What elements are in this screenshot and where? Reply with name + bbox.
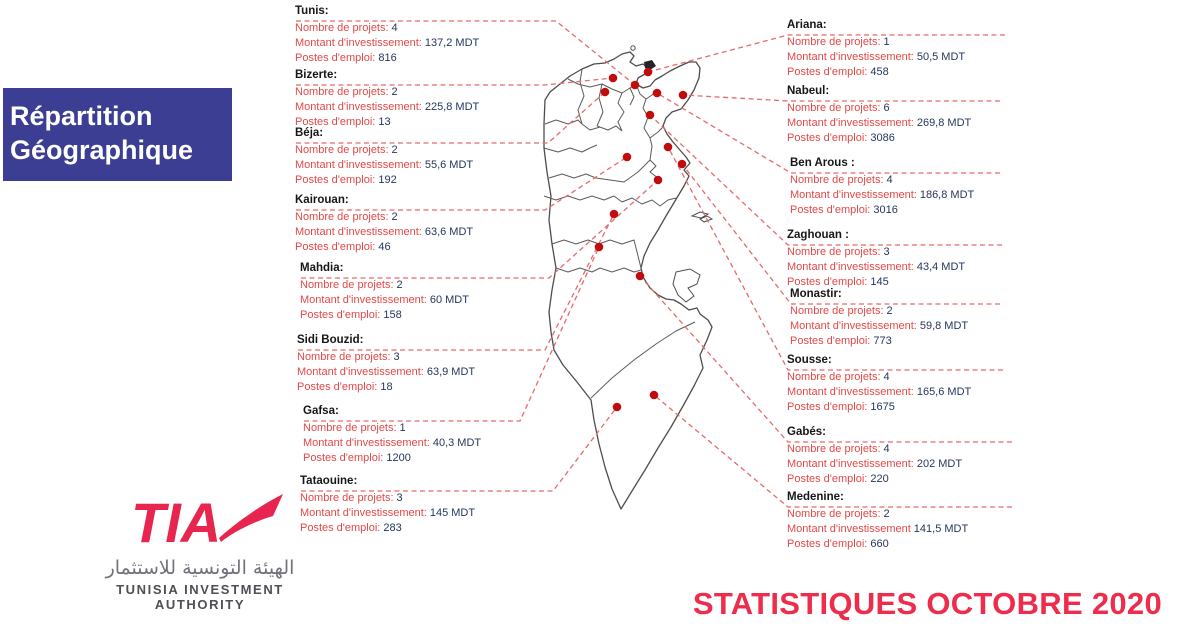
region-stat-projects: Nombre de projets: 4	[787, 371, 890, 383]
region-name: Ariana:	[787, 19, 827, 31]
region-stat-projects: Nombre de projets: 3	[300, 492, 403, 504]
region-stat-investment: Montant d'investissement: 225,8 MDT	[295, 101, 480, 113]
region-name: Bizerte:	[295, 69, 338, 81]
region-stat-investment: Montant d'investissement: 43,4 MDT	[787, 261, 966, 273]
title-box	[3, 88, 232, 181]
map-dot-nabeul	[679, 91, 688, 100]
region-stat-projects: Nombre de projets: 4	[790, 174, 893, 186]
region-stat-projects: Nombre de projets: 1	[303, 422, 406, 434]
region-name: Zaghouan :	[787, 229, 849, 241]
region-stat-projects: Nombre de projets: 2	[790, 305, 893, 317]
region-label-kairouan	[295, 194, 473, 255]
map-dot-ben-arous	[653, 89, 662, 98]
region-stat-investment: Montant d'investissement: 165,6 MDT	[787, 386, 972, 398]
region-stat-investment: Montant d'investissement: 63,6 MDT	[295, 226, 474, 238]
region-stat-projects: Nombre de projets: 2	[295, 144, 398, 156]
region-stat-investment: Montant d'investissement: 63,9 MDT	[297, 366, 476, 378]
region-stat-investment: Montant d'investissement: 186,8 MDT	[790, 189, 975, 201]
region-label-zaghouan	[787, 229, 965, 290]
region-stat-jobs: Postes d'emploi: 1675	[787, 401, 895, 413]
logo-english-name: TUNISIA INVESTMENT AUTHORITY	[116, 582, 284, 612]
title-line-1: Répartition	[10, 101, 153, 131]
region-label-gafsa	[303, 405, 481, 466]
map-dot-monastir	[678, 160, 687, 169]
region-label-nabeul	[787, 85, 971, 146]
region-label-mahdia	[300, 262, 469, 323]
map-dot-beja	[601, 88, 610, 97]
logo-arabic-name: الهيئة التونسية للاستثمار	[105, 557, 295, 579]
region-stat-jobs: Postes d'emploi: 46	[295, 241, 391, 253]
region-stat-jobs: Postes d'emploi: 145	[787, 276, 889, 288]
region-stat-jobs: Postes d'emploi: 816	[295, 52, 397, 64]
region-name: Tataouine:	[300, 475, 358, 487]
region-stat-jobs: Postes d'emploi: 458	[787, 66, 889, 78]
region-stat-jobs: Postes d'emploi: 18	[297, 381, 393, 393]
region-label-tataouine	[300, 475, 475, 536]
region-stat-jobs: Postes d'emploi: 192	[295, 174, 397, 186]
region-name: Gabés:	[787, 426, 826, 438]
region-name: Sidi Bouzid:	[297, 334, 364, 346]
region-stat-jobs: Postes d'emploi: 660	[787, 538, 889, 550]
map-dot-ariana	[644, 68, 653, 77]
region-label-gabes	[787, 426, 962, 487]
region-stat-projects: Nombre de projets: 4	[787, 443, 890, 455]
region-name: Ben Arous :	[790, 157, 855, 169]
region-stat-investment: Montant d'investissement: 145 MDT	[300, 507, 476, 519]
region-name: Sousse:	[787, 354, 832, 366]
region-stat-projects: Nombre de projets: 4	[295, 22, 398, 34]
region-name: Monastir:	[790, 288, 842, 300]
statistics-period-title: STATISTIQUES OCTOBRE 2020	[692, 586, 1162, 621]
region-name: Mahdia:	[300, 262, 344, 274]
map-dot-kairouan	[623, 153, 632, 162]
map-dot-tunis	[631, 81, 640, 90]
djerba-island	[673, 269, 700, 302]
map-dot-medenine	[650, 391, 659, 400]
region-stat-jobs: Postes d'emploi: 13	[295, 116, 391, 128]
region-stat-projects: Nombre de projets: 2	[295, 86, 398, 98]
region-stat-investment: Montant d'investissement: 202 MDT	[787, 458, 963, 470]
region-stat-projects: Nombre de projets: 3	[297, 351, 400, 363]
region-stat-investment: Montant d'investissement: 59,8 MDT	[790, 320, 969, 332]
tia-swoosh	[219, 494, 283, 542]
region-stat-jobs: Postes d'emploi: 158	[300, 309, 402, 321]
kerkennah-islands	[692, 212, 712, 222]
region-stat-investment: Montant d'investissement: 50,5 MDT	[787, 51, 966, 63]
region-stat-investment: Montant d'investissement 141,5 MDT	[787, 523, 969, 535]
region-stat-projects: Nombre de projets: 3	[787, 246, 890, 258]
region-name: Kairouan:	[295, 194, 349, 206]
map-dot-mahdia	[654, 176, 663, 185]
region-label-monastir	[790, 288, 968, 349]
tia-logo-mark	[113, 488, 288, 552]
region-stat-projects: Nombre de projets: 1	[787, 36, 890, 48]
region-stat-investment: Montant d'investissement: 40,3 MDT	[303, 437, 482, 449]
region-stat-projects: Nombre de projets: 2	[295, 211, 398, 223]
map-dot-sidi-bouzid	[610, 210, 619, 219]
region-label-bizerte	[295, 69, 479, 130]
region-name: Nabeul:	[787, 85, 830, 97]
region-stat-jobs: Postes d'emploi: 3086	[787, 132, 895, 144]
map-dot-bizerte	[609, 74, 618, 83]
region-name: Medenine:	[787, 491, 844, 503]
region-stat-jobs: Postes d'emploi: 220	[787, 473, 889, 485]
region-stat-investment: Montant d'investissement: 269,8 MDT	[787, 117, 972, 129]
region-stat-investment: Montant d'investissement: 137,2 MDT	[295, 37, 480, 49]
region-label-tunis	[295, 5, 479, 66]
region-stat-projects: Nombre de projets: 6	[787, 102, 890, 114]
north-islet	[631, 46, 635, 50]
tia-logo	[85, 488, 315, 612]
region-stat-jobs: Postes d'emploi: 773	[790, 335, 892, 347]
region-stat-investment: Montant d'investissement: 60 MDT	[300, 294, 469, 306]
region-stat-jobs: Postes d'emploi: 1200	[303, 452, 411, 464]
region-stat-investment: Montant d'investissement: 55,6 MDT	[295, 159, 474, 171]
region-label-ben-arous	[790, 157, 974, 218]
region-stat-jobs: Postes d'emploi: 3016	[790, 204, 898, 216]
region-label-sidi-bouzid	[297, 334, 475, 395]
region-label-ariana	[787, 19, 965, 80]
map-dot-gabes	[636, 272, 645, 281]
title-line-2: Géographique	[10, 135, 194, 165]
map-dot-tataouine	[613, 403, 622, 412]
map-dot-zaghouan	[646, 111, 655, 120]
region-name: Gafsa:	[303, 405, 339, 417]
map-dot-gafsa	[595, 243, 604, 252]
region-stat-jobs: Postes d'emploi: 283	[300, 522, 402, 534]
map-dot-sousse	[664, 143, 673, 152]
region-stat-projects: Nombre de projets: 2	[300, 279, 403, 291]
region-name: Tunis:	[295, 5, 329, 17]
region-label-sousse	[787, 354, 971, 415]
region-stat-projects: Nombre de projets: 2	[787, 508, 890, 520]
tia-acronym-glyph: TIA	[130, 491, 221, 552]
region-label-medenine	[787, 491, 968, 552]
region-label-beja	[295, 127, 473, 188]
region-name: Béja:	[295, 127, 324, 139]
